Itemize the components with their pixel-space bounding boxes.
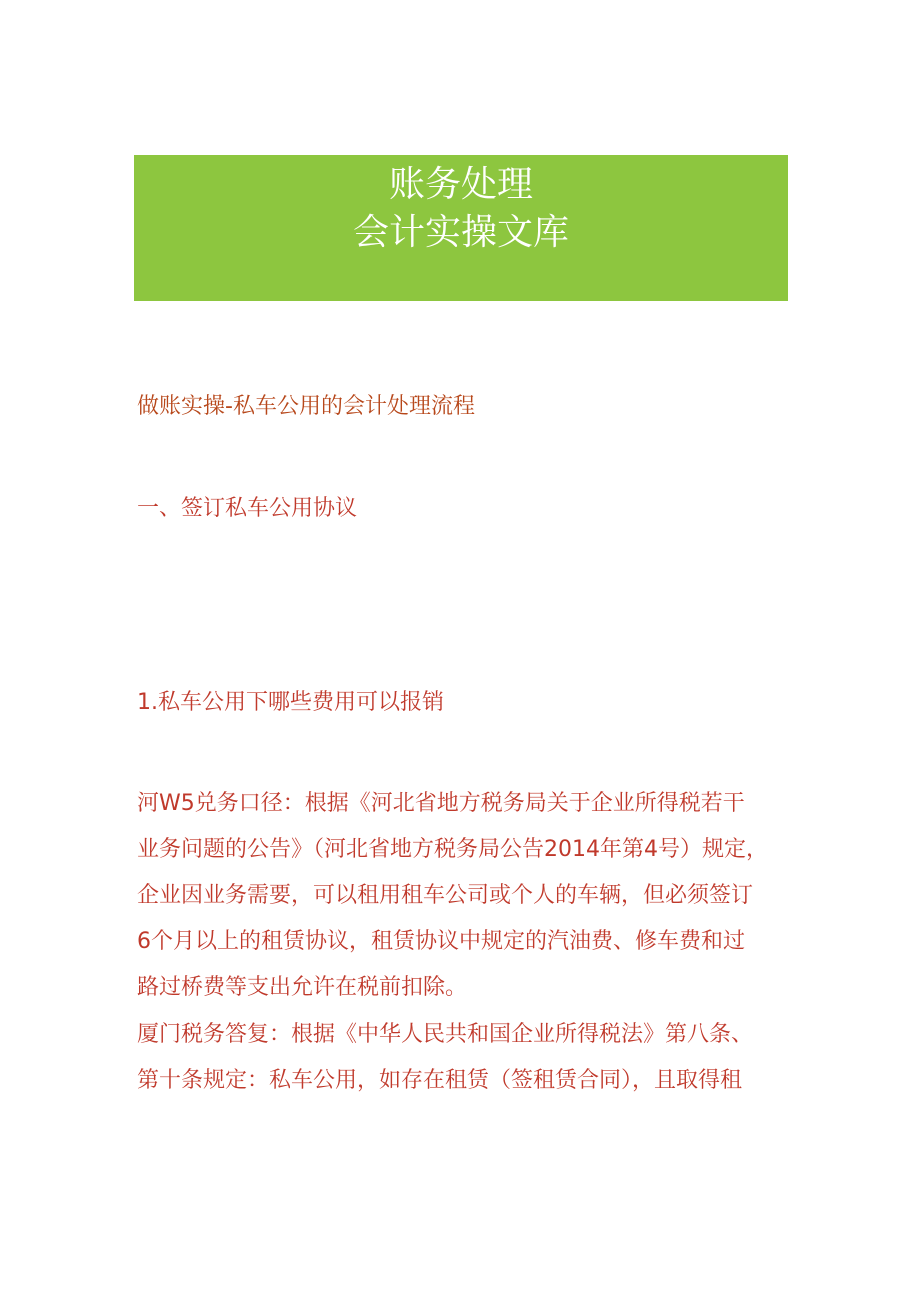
- header-banner: [134, 155, 788, 301]
- paragraph-xiamen-tax: [137, 1012, 807, 1104]
- document-title: 做账实操-私车公用的会计处理流程: [137, 394, 475, 419]
- paragraph-line: 业务问题的公告》（河北省地方税务局公告2014年第4号）规定，: [137, 837, 768, 862]
- paragraph-hebei-tax: [137, 781, 807, 1011]
- subsection-heading: 1.私车公用下哪些费用可以报销: [137, 690, 444, 715]
- paragraph-line: 河W5兑务口径：根据《河北省地方税务局关于企业所得税若干: [137, 791, 745, 816]
- section-heading: 一、签订私车公用协议: [137, 496, 358, 521]
- paragraph-line: 6个月以上的租赁协议，租赁协议中规定的汽油费、修车费和过: [137, 929, 745, 954]
- banner-title: 账务处理: [388, 164, 533, 205]
- paragraph-line: 厦门税务答复：根据《中华人民共和国企业所得税法》第八条、: [137, 1022, 754, 1047]
- paragraph-line: 第十条规定：私车公用，如存在租赁（签租赁合同），且取得租: [137, 1068, 743, 1093]
- paragraph-line: 企业因业务需要，可以租用租车公司或个人的车辆，但必须签订: [137, 883, 754, 908]
- banner-subtitle: 会计实操文库: [352, 212, 569, 253]
- paragraph-line: 路过桥费等支出允许在税前扣除。: [137, 975, 468, 1000]
